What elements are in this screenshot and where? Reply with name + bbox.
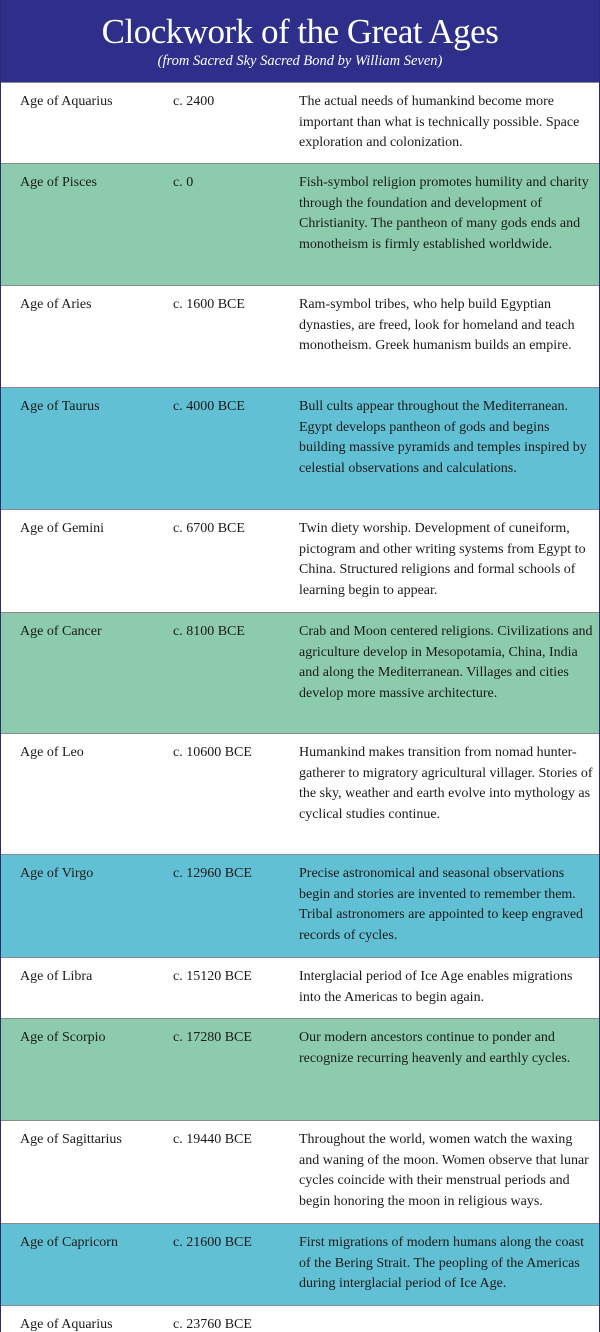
age-date: c. 2400 — [173, 94, 215, 109]
age-name: Age of Pisces — [20, 175, 97, 190]
age-date: c. 15120 BCE — [173, 969, 252, 984]
age-name: Age of Aries — [20, 297, 92, 312]
age-description: Twin diety worship. Development of cuneiform, pictogram and other writing systems from Egypt to China. Structured religions and formal schools of learning begin to appear. — [299, 521, 586, 598]
age-description: Bull cults appear throughout the Mediterranean. Egypt develops pantheon of gods and begins building massive pyramids and temples inspired by celestial observations and calculations. — [299, 399, 587, 476]
table-row — [1, 854, 599, 957]
table-row — [1, 733, 599, 854]
age-date: c. 6700 BCE — [173, 521, 245, 536]
table-row — [1, 285, 599, 387]
age-date: c. 0 — [173, 175, 194, 190]
table-row — [1, 1120, 599, 1223]
ages-table — [1, 82, 599, 1332]
age-description: First migrations of modern humans along the coast of the Bering Strait. The peopling of the Americas during interglacial period of Ice Age. — [299, 1235, 585, 1291]
age-name: Age of Cancer — [20, 624, 102, 639]
age-description: Fish-symbol religion promotes humility and charity through the foundation and development of Christianity. The pantheon of many gods ends and monotheism is firmly established worldwide. — [299, 175, 589, 252]
age-description — [299, 1315, 599, 1332]
table-row — [1, 1018, 599, 1120]
page-title: Clockwork of the Great Ages — [101, 12, 499, 51]
header-banner — [1, 0, 599, 82]
age-date: c. 17280 BCE — [173, 1030, 252, 1045]
age-date: c. 23760 BCE — [173, 1317, 252, 1332]
age-description: Throughout the world, women watch the waxing and waning of the moon. Women observe that lunar cycles coincide with their menstrual periods and begin honoring the moon in religious ways. — [299, 1132, 589, 1209]
table-row — [1, 82, 599, 163]
age-date: c. 21600 BCE — [173, 1235, 252, 1250]
age-date: c. 12960 BCE — [173, 866, 252, 881]
age-name: Age of Capricorn — [20, 1235, 118, 1250]
age-name: Age of Aquarius — [20, 1317, 113, 1332]
age-name: Age of Libra — [20, 969, 93, 984]
page-subtitle: (from Sacred Sky Sacred Bond by William Seven) — [157, 53, 443, 69]
table-row — [1, 957, 599, 1018]
table-row — [1, 612, 599, 733]
table-row — [1, 1305, 599, 1332]
age-description: Our modern ancestors continue to ponder and recognize recurring heavenly and earthly cycles. — [299, 1030, 571, 1066]
table-row — [1, 163, 599, 285]
age-description: Ram-symbol tribes, who help build Egyptian dynasties, are freed, look for homeland and teach monotheism. Greek humanism builds an empire. — [299, 297, 575, 353]
age-name: Age of Scorpio — [20, 1030, 106, 1045]
table-row — [1, 387, 599, 509]
age-date: c. 8100 BCE — [173, 624, 245, 639]
age-name: Age of Taurus — [20, 399, 100, 414]
age-date: c. 10600 BCE — [173, 745, 252, 760]
age-description: Humankind makes transition from nomad hunter-gatherer to migratory agricultural villager. Stories of the sky, weather and earth evolve into mythology as cyclical studies continue. — [299, 745, 593, 822]
age-description: Precise astronomical and seasonal observations begin and stories are invented to remember them. Tribal astronomers are appointed to keep engraved records of cycles. — [299, 866, 584, 943]
age-name: Age of Gemini — [20, 521, 104, 536]
age-name: Age of Leo — [20, 745, 84, 760]
age-name: Age of Virgo — [20, 866, 94, 881]
table-row — [1, 509, 599, 612]
age-name: Age of Sagittarius — [20, 1132, 122, 1147]
age-date: c. 1600 BCE — [173, 297, 245, 312]
age-description: Crab and Moon centered religions. Civilizations and agriculture develop in Mesopotamia, China, India and along the Mediterranean. Villages and cities develop more massive architecture. — [299, 624, 593, 701]
age-date: c. 19440 BCE — [173, 1132, 252, 1147]
age-description: Interglacial period of Ice Age enables migrations into the Americas to begin again. — [299, 969, 573, 1005]
table-row — [1, 1223, 599, 1305]
age-name: Age of Aquarius — [20, 94, 113, 109]
age-date: c. 4000 BCE — [173, 399, 245, 414]
age-description: The actual needs of humankind become more important than what is technically possible. Space exploration and colonization. — [299, 94, 580, 150]
